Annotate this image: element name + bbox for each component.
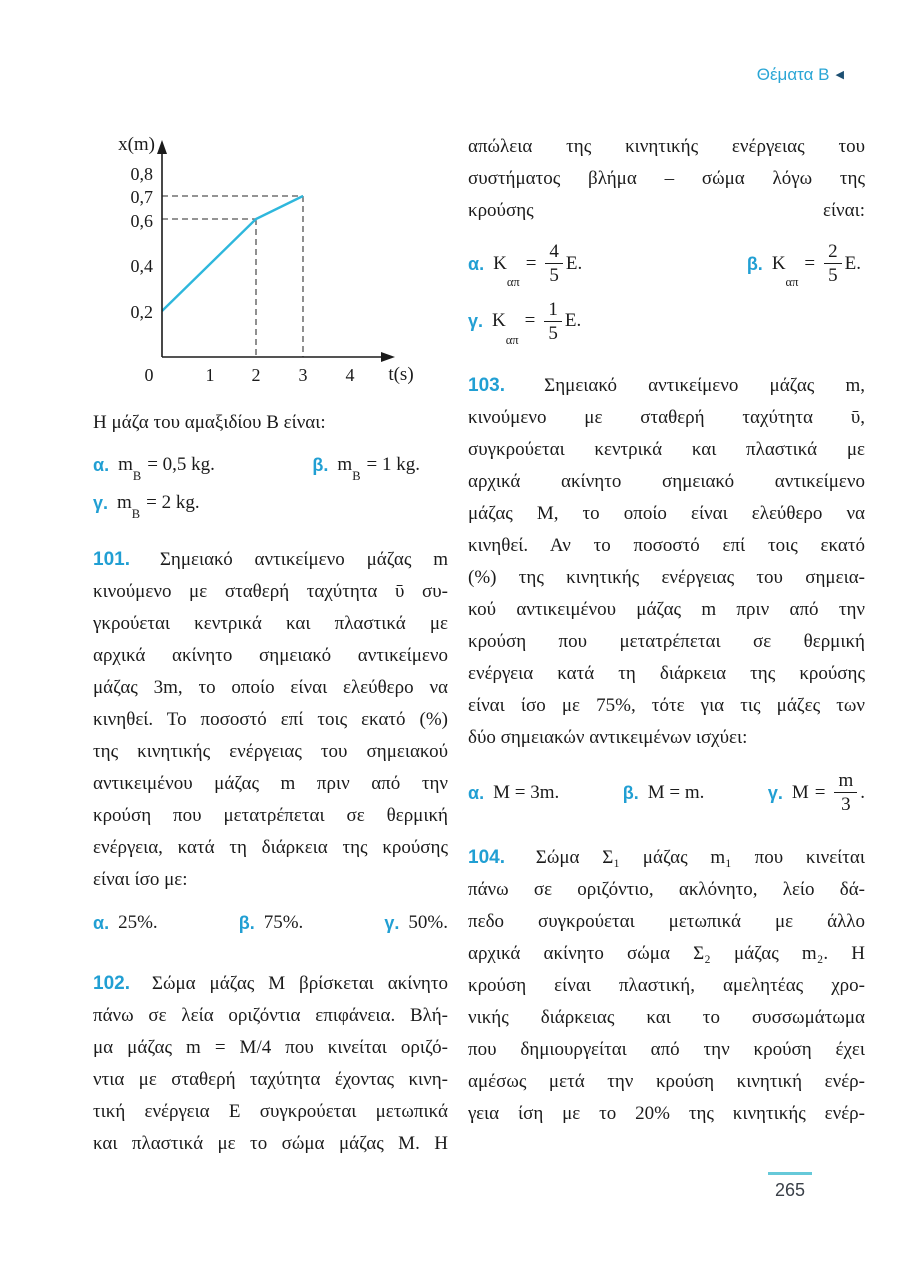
page-number-block [762,1172,818,1201]
option-beta [746,241,861,290]
option-alpha [468,241,583,290]
text-line: απώλεια της κινητικής ενέργειας του [468,136,865,157]
symbol: M [791,781,809,803]
problem-number: 101. [93,549,130,570]
option-text [337,450,426,483]
problem-101 [93,544,448,938]
subscript: απ [506,275,520,290]
chart-canvas [93,128,448,400]
text-line: ενέργεια κατά τη διάρκεια της κρούσης [468,663,865,685]
fraction-numerator: 2 [824,241,842,264]
chart-x-axis-label: t(s) [388,364,414,385]
option-alpha [93,908,158,938]
text-line: που δημιουργείται από την κρούση έχει [468,1038,865,1060]
option-label: β. [746,253,763,274]
symbol: m [117,492,132,513]
y-tick-0-7: 0,7 [130,187,153,207]
fraction [544,299,562,345]
problem-first-line [93,544,448,576]
x-tick-1: 1 [205,365,215,385]
text-line: κινούμενο με σταθερή ταχύτητα ῡ, [468,407,865,429]
text-line: της κινητικής ενέργειας του σημειακού [93,741,448,762]
left-arrow-icon: ◀ [835,69,844,81]
y-tick-0-4: 0,4 [130,256,153,276]
right-column [468,131,865,1130]
symbol: K [771,252,786,274]
option-label: α. [468,253,485,274]
option-value: = 2 kg. [146,492,200,513]
text-line: πάνω σε οριζόντιο, ακλόνητο, λείο δά- [468,878,865,900]
fraction-numerator: m [834,770,857,793]
option-beta [623,778,705,808]
formula-rest: . [860,781,865,803]
problem-body [468,874,865,1130]
question-lead: Η μάζα του αμαξιδίου Β είναι: [93,412,326,433]
text-line: αρχικά ακίνητο σημειακό αντικείμενο [468,471,865,493]
fraction [824,241,842,287]
position-time-chart [93,128,448,400]
option-label: γ. [767,782,783,803]
x-tick-0: 0 [144,365,154,385]
dashed-guides [162,196,303,357]
mass-question [93,408,448,521]
option-gamma [384,908,448,938]
problem-body [93,576,448,896]
option-alpha [468,778,559,808]
text-line: αμέσως μετά την κρούση κινητική ενέρ- [468,1070,865,1092]
option-formula [771,241,861,290]
problem-102 [93,968,448,1160]
y-axis-arrow-icon [157,140,167,154]
problem-text: Σημειακό αντικείμενο μάζας m, [544,375,865,397]
fraction-denominator: 5 [548,322,558,344]
symbol: m [337,454,353,475]
text-line: είναι ίσο με 75%, τότε για τις μάζες των [468,695,865,717]
option-value: = 1 kg. [366,454,420,475]
y-tick-0-8: 0,8 [130,164,153,184]
fraction-numerator: 4 [545,241,563,264]
option-alpha [93,450,221,483]
text-line: (%) της κινητικής ενέργειας του σημεια- [468,567,865,589]
option-label: γ. [93,493,109,513]
text-line: νικής διάρκειας και το συσσωμάτωμα [468,1006,865,1028]
text-line: κού αντικειμένου μάζας m πριν από την [468,599,865,621]
symbol: m [118,454,133,475]
option-label: β. [312,455,329,475]
subscript: B [352,468,361,483]
option-text: 25%. [118,912,158,933]
option-beta [239,908,304,938]
y-tick-0-6: 0,6 [130,211,153,231]
problem-body [468,131,865,227]
problem-number: 102. [93,973,130,994]
fraction-denominator: 5 [828,265,838,287]
equals-sign: = [814,781,826,803]
problem-text: Σώμα μάζας Μ βρίσκεται ακίνητο [151,973,449,994]
text-line: γκρούεται κεντρικά και πλαστικά με [93,613,448,634]
option-label: γ. [468,311,484,332]
text-line: κινηθεί. Αν το ποσοστό επί τοις εκατό [468,535,865,557]
text-line: κρούση που μετατρέπεται σε θερμική [93,805,448,826]
option-text [117,488,206,521]
text-line: μάζας 3m, το οποίο είναι ελεύθερο να [93,677,448,698]
formula-rest: E. [844,252,861,274]
problem-first-line [468,842,865,874]
problem-104 [468,842,865,1130]
text-line: μάζας Μ, το οποίο είναι ελεύθερο να [468,503,865,525]
page-number-rule [768,1172,812,1175]
x-axis-arrow-icon [381,352,395,362]
option-text: 50%. [408,912,448,933]
option-beta [312,450,426,483]
option-gamma [468,299,581,345]
problem-first-line [93,968,448,1000]
option-text [118,450,221,483]
section-title: Θέματα Β [756,65,830,84]
text-line: κινηθεί. Το ποσοστό επί τοις εκατό (%) [93,709,448,730]
text-line: κρούση που μετατρέπεται σε θερμική [468,631,865,653]
text-line: κινούμενο με σταθερή ταχύτητα ῡ συ- [93,581,448,602]
problem-body [93,1000,448,1160]
options-row [93,908,448,938]
options-row [93,450,448,483]
text-line: είναι ίσο με: [93,869,188,890]
text-line: γεια ίση με το 20% της κινητικής ενέρ- [468,1102,865,1124]
equals-sign: = [525,252,537,274]
option-label: α. [93,455,110,475]
text-line: μα μάζας m = Μ/4 που κινείται οριζό- [93,1037,448,1058]
problem-text: Σώμα Σ₁ μάζας m₁ που κινείται [535,846,865,868]
option-formula [493,241,583,290]
equals-sign: = [804,252,816,274]
text-line: αρχικά ακίνητο σημειακό αντικείμενο [93,645,448,666]
text-line: αντικειμένου μάζας m πριν από την [93,773,448,794]
text-line: συγκρούεται κεντρικά και πλαστικά με [468,439,865,461]
text-line: ντια με σταθερή ταχύτητα έχοντας κινη- [93,1069,448,1090]
text-line: τική ενέργεια Ε συγκρούεται μετωπικά [93,1101,448,1122]
fraction [834,770,857,816]
subscript: απ [785,275,799,290]
x-tick-4: 4 [345,365,355,385]
option-label: γ. [384,913,400,933]
text-line: και πλαστικά με το σώμα μάζας Μ. Η [93,1133,448,1154]
text-line: συστήματος βλήμα – σώμα λόγω της [468,168,865,189]
symbol: K [492,310,506,332]
subscript: απ [505,332,519,347]
problem-number: 103. [468,375,505,397]
text-line: κρούση είναι πλαστική, αμελητέας χρο- [468,974,865,996]
problem-102-continuation [468,131,865,227]
text-line: αρχικά ακίνητο σώμα Σ₂ μάζας m₂. Η [468,942,865,964]
option-label: α. [468,782,485,803]
option-text: M = m. [647,781,705,803]
options-row [93,488,448,521]
options-row [468,770,865,816]
option-label: β. [622,782,639,803]
chart-line [162,196,303,311]
option-label: α. [93,913,110,933]
problem-text: Σημειακό αντικείμενο μάζας m [159,549,448,570]
option-label: β. [238,913,255,933]
formula-rest: E. [565,252,583,274]
equals-sign: = [524,310,536,332]
subscript: B [131,506,141,521]
x-tick-2: 2 [251,365,261,385]
formula-rest: E. [564,310,582,332]
text-line: ενέργεια, κατά τη διάρκεια της κρούσης [93,837,448,858]
page-number: 265 [774,1180,806,1200]
fraction-denominator: 5 [549,265,559,287]
subscript: B [132,468,142,483]
option-text: M = 3m. [493,781,560,803]
option-formula [792,770,865,816]
problem-number: 104. [468,846,505,868]
option-gamma [93,488,206,521]
page-header [757,64,844,86]
problem-body [468,402,865,754]
option-formula [492,299,581,345]
x-tick-3: 3 [298,365,308,385]
text-line: πεδο συγκρούεται μετωπικά με άλλο [468,910,865,932]
symbol: K [493,252,507,274]
y-tick-0-2: 0,2 [130,302,153,322]
fraction-numerator: 1 [544,299,562,322]
chart-y-axis-label: x(m) [118,134,155,155]
text-line: κρούσης είναι: [468,200,865,221]
left-column [93,128,448,1160]
text-line: δύο σημειακών αντικειμένων ισχύει: [468,727,748,749]
options-row [468,241,865,290]
options-row [468,299,865,345]
problem-103 [468,370,865,816]
fraction [545,241,563,287]
text-line: πάνω σε λεία οριζόντια επιφάνεια. Βλή- [93,1005,448,1026]
option-gamma [768,770,865,816]
option-text: 75%. [263,912,304,933]
fraction-denominator: 3 [841,794,851,816]
option-value: = 0,5 kg. [147,454,215,475]
problem-first-line [468,370,865,402]
